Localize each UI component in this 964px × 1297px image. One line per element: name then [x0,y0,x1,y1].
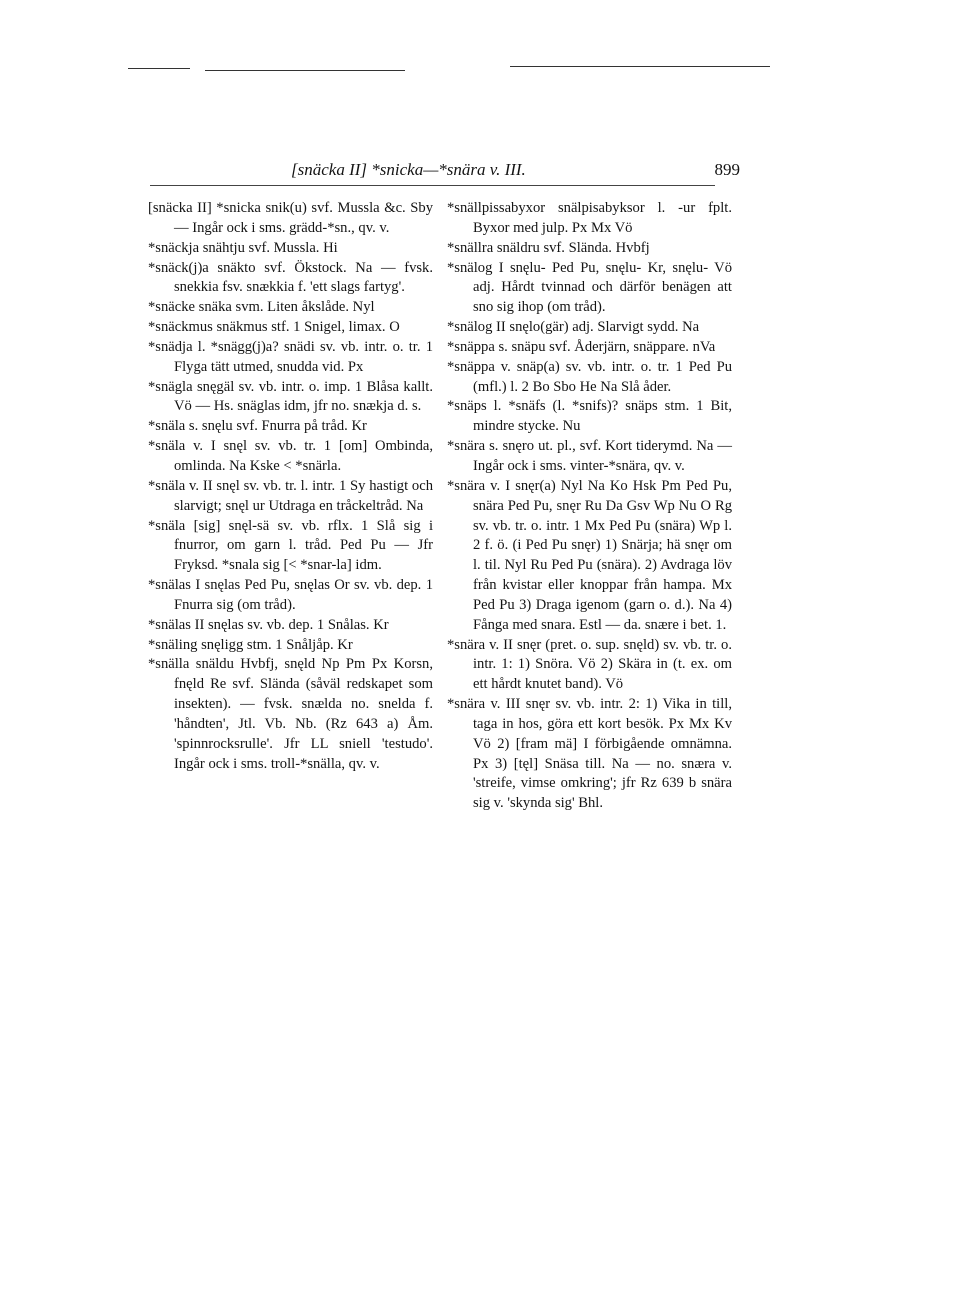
dictionary-entry: *snäppa v. snäp(a) sv. vb. intr. o. tr. 1 Ped Pu (mfl.) l. 2 Bo Sbo He Na Slå åder. [447,358,732,395]
dictionary-entry: *snäps l. *snäfs (l. *snifs)? snäps stm. 1 Bit, mindre stycke. Nu [447,398,732,435]
dictionary-entry: *snäling snęligg stm. 1 Snåljåp. Kr [148,636,353,653]
dictionary-entry: *snäck(j)a snäkto svf. Ökstock. Na — fvsk. snekkia fsv. snækkia f. 'ett slags fartyg'. [148,259,433,296]
top-edge-rule-2 [205,70,405,71]
dictionary-entry: *snäckmus snäkmus stf. 1 Snigel, limax. O [148,319,400,336]
running-head: [snäcka II] *snicka—*snära v. III. [291,160,526,179]
dictionary-entry: *snälog I snęlu- Ped Pu, snęlu- Kr, snęlu- Vö adj. Hårdt tvinnad och därför benägen att sno sig ihop (om tråd). [447,259,732,316]
dictionary-entry: *snälla snäldu Hvbfj, snęld Np Pm Px Korsn, fnęld Re svf. Slända (såväl redskapet som insekten). — fvsk. snælda no. snelda f. 'håndten', Jtl. Vb. Nb. (Rz 643 a) Åm. 'spinnrocksrulle'. Jfr LL sniell 'testudo'. Ingår ock i sms. troll-*snälla, qv. v. [148,656,433,772]
right-column [447,199,732,814]
dictionary-entry: *snäla v. I snęl sv. vb. tr. 1 [om] Ombinda, omlinda. Na Kske < *snärla. [148,438,433,474]
dictionary-entry: [snäcka II] *snicka snik(u) svf. Mussla &c. Sby — Ingår ock i sms. grädd-*sn., qv. v. [148,200,433,236]
dictionary-entry: *snäcke snäka svm. Liten åkslåde. Nyl [148,299,375,316]
dictionary-entry: *snäppa s. snäpu svf. Åderjärn, snäppare. nVa [447,338,716,355]
page-header [175,160,740,184]
top-edge-rule-1 [128,68,190,69]
dictionary-entry: *snäla v. II snęl sv. vb. tr. l. intr. 1 Sy hastigt och slarvigt; snęl ur Utdraga en tråckeltråd. Na [148,477,433,514]
dictionary-entry: *snäckja snähtju svf. Mussla. Hi [148,239,338,256]
left-column [148,199,433,774]
dictionary-entry: *snällpissabyxor snälpisabyksor l. -ur fplt. Byxor med julp. Px Mx Vö [447,200,732,236]
dictionary-entry: *snära v. III snęr sv. vb. intr. 2: 1) Vika in till, taga in hos, göra ett kort besök. Px Mx Kv Vö 2) [fram mä] I förbigående omnämna. Px 3) [tęl] Snäsa till. Na — no. snæra v. 'streife, vimse omkring'; jfr Rz 639 b snära sig v. 'skynda sig' Bhl. [447,696,732,812]
header-rule [150,185,715,186]
dictionary-entry: *snälas I snęlas Ped Pu, snęlas Or sv. vb. dep. 1 Fnurra sig (om tråd). [148,577,433,613]
dictionary-entry: *snägla snęgäl sv. vb. intr. o. imp. 1 Blåsa kallt. Vö — Hs. snäglas idm, jfr no. snækja d. s. [148,378,433,415]
dictionary-entry: *snäla s. snęlu svf. Fnurra på tråd. Kr [148,418,367,435]
dictionary-entry: *snällra snäldru svf. Slända. Hvbfj [447,239,650,256]
dictionary-entry: *snära v. II snęr (pret. o. sup. snęld) sv. vb. tr. o. intr. 1: 1) Snöra. Vö 2) Skära in (t. ex. om ett hårdt knutet band). Vö [447,636,732,693]
dictionary-entry: *snära s. snęro ut. pl., svf. Kort tiderymd. Na — Ingår ock i sms. vinter-*snära, qv. v. [447,438,732,474]
dictionary-entry: *snälas II snęlas sv. vb. dep. 1 Snålas. Kr [148,616,389,633]
top-edge-rule-3 [510,66,770,67]
page-number: 899 [714,160,740,179]
dictionary-entry: *snäla [sig] snęl-sä sv. vb. rflx. 1 Slå sig i fnurror, om garn l. tråd. Ped Pu — Jfr Fryksd. *snala sig [< *snar-la] idm. [148,517,433,574]
dictionary-entry: *snära v. I snęr(a) Nyl Na Ko Hsk Pm Ped Pu, snära Ped Pu, snęr Ru Da Gsv Wp Nu O Rg sv. vb. tr. o. intr. 1 Mx Ped Pu (snära) Wp l. 2 f. ö. (i Ped Pu snęr) 1) Snärja; hä snęr om l. til. Nyl Ru Ped Pu (snära). 2) Avdraga löv från kvistar eller knoppar från hampa. Mx Ped Pu 3) Draga igenom (garn o. d.). Na 4) Fånga med snara. Estl — da. snære i bet. 1. [447,477,732,633]
dictionary-entry: *snädja l. *snägg(j)a? snädi sv. vb. intr. o. tr. 1 Flyga tätt utmed, snudda vid. Px [148,338,433,375]
dictionary-entry: *snälog II snęlo(gär) adj. Slarvigt sydd. Na [447,319,700,336]
